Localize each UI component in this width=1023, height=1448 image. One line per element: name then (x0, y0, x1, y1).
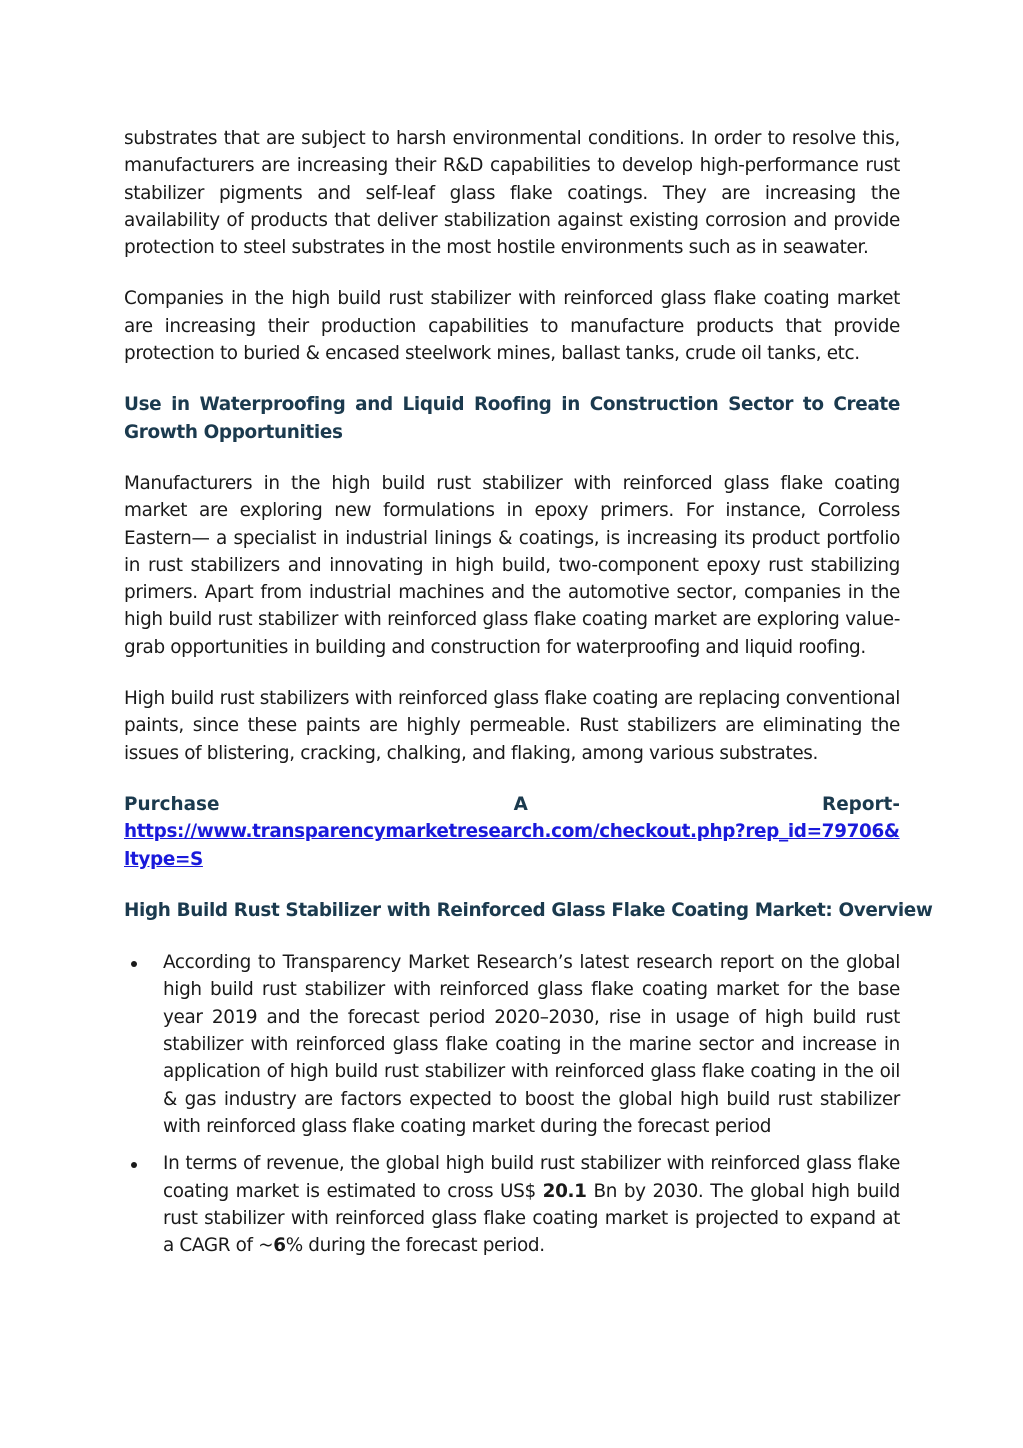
list-item (124, 949, 900, 1140)
paragraph-companies-tail: tanks, etc. (761, 343, 860, 365)
purchase-word: Purchase (124, 793, 220, 815)
section-heading-waterproofing: Use in Waterproofing and Liquid Roofing in Construction Sector to Create Growth Opportunities (124, 394, 900, 443)
paragraph-substrates: substrates that are subject to harsh environmental conditions. In order to resolve this, manufacturers are increasing their R&D capabilities to develop high-performance rust stabilizer pigments and self-leaf glass flake coatings. They are increasing the availability of products that deliver stabilization against existing corrosion and provide protection to steel substrates in the most hostile environments such as in seawater. (124, 128, 900, 259)
purchase-label-line (124, 791, 900, 818)
document-page (124, 125, 933, 1269)
purchase-a-word: A (513, 793, 528, 815)
revenue-value: 20.1 (542, 1180, 587, 1202)
revenue-text: In terms of revenue, the global high build rust stabilizer with reinforced glass flake coating market is estimated to cross US$ (163, 1153, 900, 1202)
bullet-text: According to Transparency Market Research’s latest research report on the global high build rust stabilizer with reinforced glass flake coating market for the base year 2019 and the forecast period 2020–2030, rise in usage of high build rust stabilizer with reinforced glass flake coating in the marine sector and increase in application of high build rust stabilizer with reinforced glass flake coating in the oil & gas industry are factors expected to boost the global high build rust stabilizer with reinforced glass flake coating market during the forecast period (163, 952, 900, 1137)
crude-oil-link[interactable]: crude oil (685, 343, 762, 365)
overview-heading: High Build Rust Stabilizer with Reinforced Glass Flake Coating Market: Overview (124, 899, 933, 921)
overview-bullet-list (124, 949, 900, 1259)
bullet-text (163, 1150, 900, 1259)
purchase-report-block (124, 791, 900, 873)
revenue-text-middle: Bn by 2030. The global high build rust stabilizer with reinforced glass flake coating market is projected to expand at a CAGR of ~ (163, 1180, 901, 1257)
bullet-icon (131, 961, 137, 967)
paragraph-companies (124, 285, 900, 367)
paragraph-replacing-paints: High build rust stabilizers with reinforced glass flake coating are replacing conventional paints, since these paints are highly permeable. Rust stabilizers are eliminating the issues of blistering, cracking, chalking, and flaking, among various substrates. (124, 688, 900, 764)
paragraph-manufacturers: Manufacturers in the high build rust stabilizer with reinforced glass flake coating market are exploring new formulations in epoxy primers. For instance, Corroless Eastern— a specialist in industrial linings & coatings, is increasing its product portfolio in rust stabilizers and innovating in high build, two-component epoxy rust stabilizing primers. Apart from industrial machines and the automotive sector, companies in the high build rust stabilizer with reinforced glass flake coating market are exploring value-grab opportunities in building and construction for waterproofing and liquid roofing. (124, 472, 900, 658)
list-item (124, 1150, 900, 1259)
report-word: Report- (822, 793, 900, 815)
paragraph-companies-text: Companies in the high build rust stabilizer with reinforced glass flake coating market are increasing their production capabilities to manufacture products that provide protection to buried & encased steelwork mines, ballast tanks, (124, 288, 900, 365)
purchase-report-link[interactable]: https://www.transparencymarketresearch.com/checkout.php?rep_id=79706&ltype=S (124, 821, 900, 870)
bullet-icon (131, 1162, 137, 1168)
cagr-value: 6 (273, 1235, 286, 1257)
revenue-text-tail: % during the forecast period. (285, 1235, 545, 1257)
